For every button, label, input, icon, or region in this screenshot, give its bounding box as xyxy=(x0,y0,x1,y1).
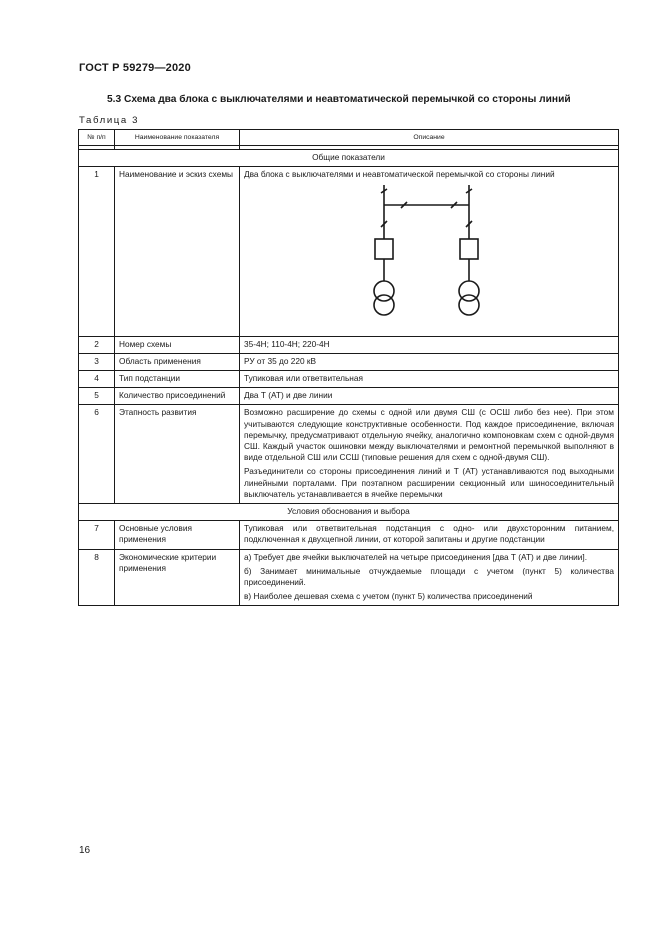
table-caption: Таблица 3 xyxy=(79,115,140,126)
row-description xyxy=(240,167,619,336)
table-row xyxy=(79,521,619,549)
column-header-name: Наименование показателя xyxy=(115,130,240,146)
row-description-text: РУ от 35 до 220 кВ xyxy=(244,355,317,366)
row-number: 4 xyxy=(79,371,115,388)
row-description xyxy=(240,405,619,504)
row-number: 8 xyxy=(79,549,115,606)
row-name: Номер схемы xyxy=(115,336,240,353)
row-description xyxy=(240,549,619,606)
section-title-conditions: Условия обоснования и выбора xyxy=(79,504,619,521)
row-name: Экономические критерии применения xyxy=(115,549,240,606)
row-description xyxy=(240,353,619,370)
row-number: 6 xyxy=(79,405,115,504)
table-row xyxy=(79,371,619,388)
column-header-number: № п/п xyxy=(79,130,115,146)
right-transformer-lower-winding xyxy=(459,295,479,315)
row-description-text: Два Т (АТ) и две линии xyxy=(244,390,333,401)
row-number: 5 xyxy=(79,388,115,405)
row-name: Наименование и эскиз схемы xyxy=(115,167,240,336)
two-block-scheme-diagram xyxy=(244,181,614,333)
doc-code: ГОСТ Р 59279—2020 xyxy=(79,62,191,74)
row-name: Количество присоединений xyxy=(115,388,240,405)
right-breaker xyxy=(460,239,478,259)
table-row xyxy=(79,388,619,405)
row-description-paragraph-1: Возможно расширение до схемы с одной или двумя СШ (с ОСШ либо без нее). При этом учитываются следующие конструктивные особенности. Под каждое присоединение, включая перемычку, предусматривают отдельную ячейку, аналогично компоновкам схем с одной-двумя СШ. Каждый участок ошиновки между выключателями и ремонтной перемычкой выполняют в виде отдельной СШ или ССШ (типовые решения для схем с одной-двумя СШ). xyxy=(244,407,614,463)
row-name: Основные условия применения xyxy=(115,521,240,549)
indicator-table xyxy=(78,129,619,606)
row-name: Этапность развития xyxy=(115,405,240,504)
row-description-text: Два блока с выключателями и неавтоматической перемычкой со стороны линий xyxy=(244,169,555,180)
row-description-item-c: в) Наиболее дешевая схема с учетом (пункт 5) количества присоединений xyxy=(244,591,533,602)
row-description-item-b: б) Занимает минимальные отчуждаемые площади с учетом (пункт 5) количества присоединений. xyxy=(244,565,614,588)
table-row xyxy=(79,167,619,336)
row-description xyxy=(240,521,619,549)
row-description-text: Тупиковая или ответвительная xyxy=(244,373,363,384)
row-description xyxy=(240,371,619,388)
page-number: 16 xyxy=(79,845,91,856)
row-number: 7 xyxy=(79,521,115,549)
section-title: 5.3 Схема два блока с выключателями и неавтоматической перемычкой со стороны линий xyxy=(107,94,571,105)
row-description-text: Тупиковая или ответвительная подстанция с одно- или двухсторонним питанием, подключенная к двухцепной линии, от которой запитаны и другие подстанции xyxy=(244,523,614,545)
table-row xyxy=(79,405,619,504)
row-description-item-a: а) Требует две ячейки выключателей на четыре присоединения [два Т (АТ) и две линии]. xyxy=(244,551,588,562)
table-header-row xyxy=(79,130,619,146)
left-breaker xyxy=(375,239,393,259)
row-number: 1 xyxy=(79,167,115,336)
table-row xyxy=(79,336,619,353)
column-header-description: Описание xyxy=(240,130,619,146)
row-number: 2 xyxy=(79,336,115,353)
left-transformer-lower-winding xyxy=(374,295,394,315)
row-description xyxy=(240,388,619,405)
row-description xyxy=(240,336,619,353)
table-row xyxy=(79,549,619,606)
row-description-paragraph-2: Разъединители со стороны присоединения линий и Т (АТ) устанавливаются под выходными линейными порталами. При поэтапном расширении секционный или шиносоединительный выключатель устанавливается в ячейке перемычки xyxy=(244,466,614,499)
row-description-text: 35-4Н; 110-4Н; 220-4Н xyxy=(244,338,330,349)
section-row-conditions xyxy=(79,504,619,521)
row-name: Тип подстанции xyxy=(115,371,240,388)
table-row xyxy=(79,353,619,370)
section-title-general: Общие показатели xyxy=(79,150,619,167)
row-number: 3 xyxy=(79,353,115,370)
scheme-sketch xyxy=(244,181,614,333)
row-name: Область применения xyxy=(115,353,240,370)
section-row-general xyxy=(79,150,619,167)
